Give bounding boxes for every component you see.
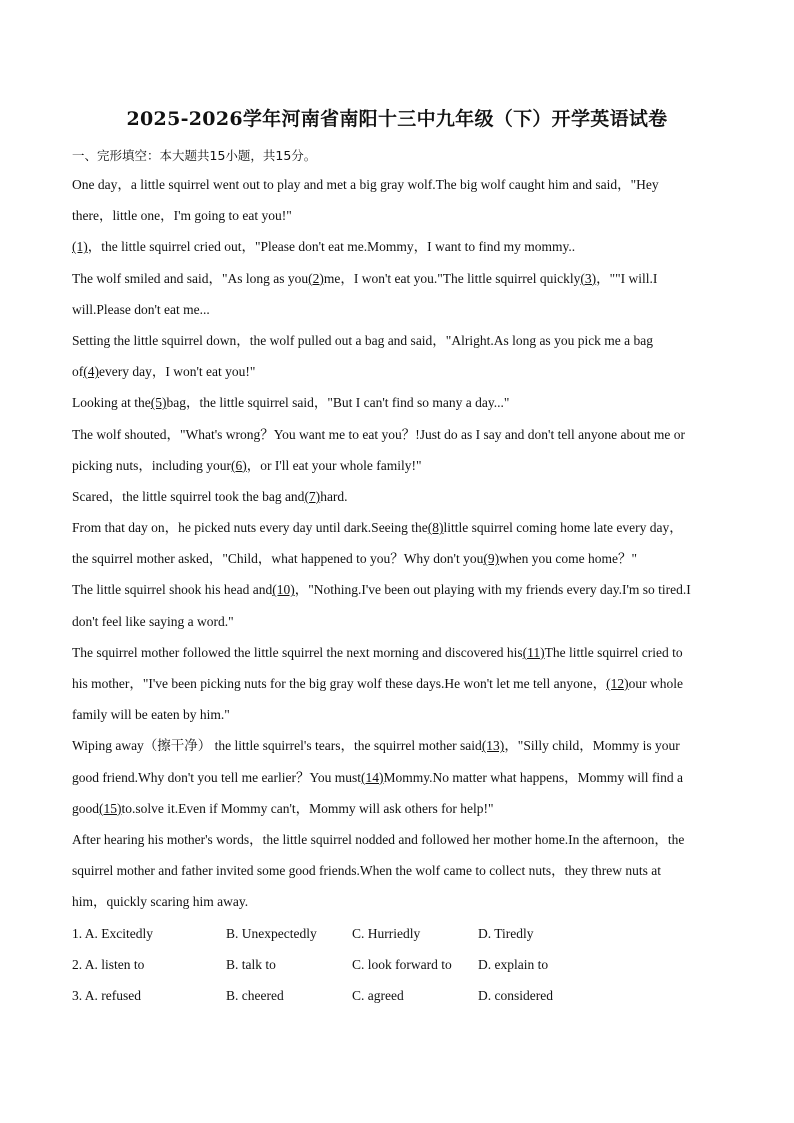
question-options	[72, 949, 722, 980]
option-choice: C. look forward to	[352, 957, 452, 973]
blank-number: (6)	[231, 457, 247, 473]
passage-line	[72, 263, 722, 294]
passage-text: his mother，"I've been picking nuts for the big gray wolf these days.He won't let me tell anyone，	[72, 676, 607, 691]
passage-text: picking nuts，including your	[72, 457, 231, 473]
passage-text: there，little one，I'm going to eat you!"	[72, 208, 292, 224]
blank-number: (12)	[606, 676, 629, 691]
blank-number: (5)	[150, 395, 167, 411]
passage-text: After hearing his mother's words，the little squirrel nodded and followed her mother home.In the afternoon，the	[72, 831, 685, 847]
passage-text: Setting the little squirrel down，the wolf pulled out a bag and said，"Alright.As long as you pick me a bag	[72, 332, 654, 348]
option-choice: D. Tiredly	[478, 926, 534, 941]
passage-text: when you come home？"	[499, 551, 637, 567]
blank-number: (10)	[272, 582, 295, 598]
passage-line	[72, 325, 722, 356]
passage-line	[72, 419, 722, 450]
option-choice: 3. A. refused	[72, 988, 141, 1004]
option-choice: D. explain to	[478, 957, 549, 973]
passage-text: Scared，the little squirrel took the bag and	[72, 488, 305, 504]
passage-text: The wolf smiled and said，"As long as you	[72, 270, 309, 286]
passage-text: me，I won't eat you."The little squirrel quickly	[323, 270, 581, 286]
passage-line	[72, 512, 722, 543]
blank-number: (4)	[83, 364, 99, 380]
answer-options	[72, 918, 722, 1012]
passage-text: bag，the little squirrel said，"But I can't find so many a day..."	[166, 395, 510, 411]
passage-text: ，the little squirrel cried out，"Please don't eat me.Mommy，I want to find my mommy..	[87, 239, 576, 255]
passage-text: of	[72, 364, 84, 380]
passage-line	[72, 231, 722, 262]
blank-number: (7)	[304, 488, 321, 504]
passage-text: don't feel like saying a word."	[72, 613, 234, 629]
blank-number: (8)	[427, 520, 444, 536]
passage-text: good friend.Why don't you tell me earlier？You must	[72, 769, 362, 785]
blank-number: (14)	[361, 769, 384, 785]
page-title: 2025-2026学年河南省南阳十三中九年级（下）开学英语试卷	[126, 108, 668, 130]
passage-text: ，or I'll eat your whole family!"	[246, 457, 422, 473]
passage-line	[72, 855, 722, 886]
option-choice: 2. A. listen to	[72, 957, 145, 973]
passage-line	[72, 637, 722, 668]
passage-text: The wolf shouted，"What's wrong？You want me to eat you？!Just do as I say and don't tell anyone about me or	[72, 426, 686, 442]
blank-number: (1)	[72, 239, 88, 255]
passage-text: ，"Nothing.I've been out playing with my friends every day.I'm so tired.I	[294, 582, 691, 598]
question-options	[72, 980, 722, 1011]
passage-line	[72, 574, 722, 605]
passage-text: to.solve it.Even if Mommy can't，Mommy will ask others for help!"	[121, 800, 494, 816]
passage-text: ，""I will.I	[596, 270, 658, 286]
passage-text: every day，I won't eat you!"	[99, 364, 256, 380]
passage-text: squirrel mother and father invited some good friends.When the wolf came to collect nuts，they threw nuts at	[72, 863, 661, 879]
passage-text: him，quickly scaring him away.	[72, 894, 249, 910]
section-heading: 一、完形填空：本大题共15小题，共15分。	[72, 148, 317, 163]
passage-line	[72, 481, 722, 512]
passage-text: little squirrel coming home late every day，	[443, 520, 683, 536]
passage-line	[72, 699, 722, 730]
passage-line	[72, 294, 722, 325]
passage-line	[72, 762, 722, 793]
passage-line	[72, 543, 722, 574]
passage-text: family will be eaten by him."	[72, 707, 230, 723]
blank-number: (11)	[522, 644, 545, 660]
option-choice: 1. A. Excitedly	[72, 926, 153, 941]
question-options	[72, 918, 722, 949]
passage	[72, 169, 722, 918]
passage-text: ，"Silly child，Mommy is your	[504, 738, 680, 754]
blank-number: (2)	[308, 270, 324, 286]
passage-text: the squirrel mother asked，"Child，what happened to you？Why don't you	[72, 551, 484, 567]
option-choice: D. considered	[478, 988, 553, 1004]
passage-text: our whole	[628, 676, 683, 691]
option-choice: B. talk to	[226, 957, 276, 973]
passage-line	[72, 169, 722, 200]
passage-line	[72, 793, 722, 824]
passage-line	[72, 387, 722, 418]
passage-text: From that day on，he picked nuts every day until dark.Seeing the	[72, 520, 428, 536]
passage-line	[72, 824, 722, 855]
passage-line	[72, 450, 722, 481]
passage-text: Looking at the	[72, 395, 151, 411]
blank-number: (15)	[99, 800, 122, 816]
option-choice: B. cheered	[226, 988, 284, 1004]
passage-line	[72, 668, 722, 699]
passage-line	[72, 606, 722, 637]
passage-line	[72, 886, 722, 917]
blank-number: (13)	[481, 738, 505, 754]
passage-line	[72, 730, 722, 761]
passage-text: The little squirrel shook his head and	[72, 582, 273, 598]
passage-text: The squirrel mother followed the little squirrel the next morning and discovered his	[72, 644, 523, 660]
passage-text: Mommy.No matter what happens，Mommy will find a	[383, 769, 683, 785]
passage-line	[72, 200, 722, 231]
blank-number: (9)	[483, 551, 500, 567]
passage-text: Wiping away（擦干净） the little squirrel's tears，the squirrel mother said	[72, 738, 482, 754]
option-choice: C. agreed	[352, 988, 404, 1004]
option-choice: B. Unexpectedly	[226, 926, 317, 941]
passage-line	[72, 356, 722, 387]
passage-text: will.Please don't eat me...	[72, 301, 210, 317]
passage-text: hard.	[320, 488, 348, 504]
option-choice: C. Hurriedly	[352, 926, 421, 941]
passage-text: good	[72, 800, 99, 816]
blank-number: (3)	[580, 270, 597, 286]
passage-text: The little squirrel cried to	[544, 644, 683, 660]
passage-text: One day，a little squirrel went out to play and met a big gray wolf.The big wolf caught him and said，"Hey	[72, 177, 659, 192]
